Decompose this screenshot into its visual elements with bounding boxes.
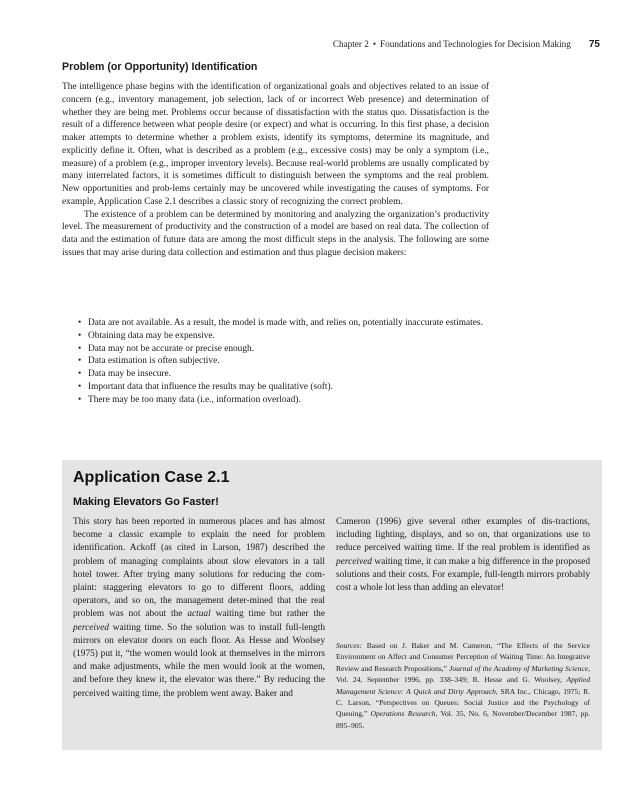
source-text: SRA Inc., Chicago, 1975; R. C. Larson, “Perspectives on Queues: Social Justice and the Psychology of Queuing,” [336,686,590,719]
list-item: • Data are not available. As a result, the model is made with, and relies on, potentially inaccurate estimates. [78,317,489,330]
list-item: • There may be too many data (i.e., information overload). [78,394,489,407]
list-item: • Data may not be accurate or precise enough. [78,343,489,356]
list-item: • Data may be insecure. [78,368,489,381]
chapter-label: Chapter 2 [332,39,369,49]
list-item: • Obtaining data may be expensive. [78,330,489,343]
list-item: • Important data that influence the results may be qualitative (soft). [78,381,489,394]
application-case-box [62,460,602,750]
case-sources [336,640,590,731]
journal-title: Journal of the Academy of Marketing Science, [449,663,590,673]
running-head [333,39,600,50]
list-item: • Data estimation is often subjective. [78,355,489,368]
case-text: This story has been reported in numerous places and has almost become a classic example to explain the need for problem identification. Ackoff (as cited in Larson, 1987) described the problem of managing complaints about slow elevators in a tall hotel tower. After trying many solutions for reducing the com-plaint: staggering elevators to go to different floors, adding operators, and so on, the management deter-mined that the real problem was not about the [73,517,325,620]
chapter-title: Foundations and Technologies for Decision Making [380,39,571,49]
case-text: waiting time. So the solution was to install full-length mirrors on elevator doors on each floor. As Hesse and Woolsey (1975) put it, “the women would look at themselves in the mirrors and make adjustments, while the men would look at the women, and before they knew it, the elevator was there.” By reducing the perceived waiting time, the problem went away. Baker and [73,622,325,699]
page-number: 75 [588,39,600,50]
paragraph-1: The intelligence phase begins with the identification of organizational goals and objectives related to an issue of concern (e.g., inventory management, job selection, lack of or incorrect Web presence) and determination of whether they are being met. Problems occur because of dissatisfaction with the status quo. Dissatisfaction is the result of a difference between what people desire (or expect) and what is occurring. In this first phase, a decision maker attempts to determine whether a problem exists, identify its symptoms, determine its magnitude, and explicitly define it. Often, what is described as a problem (e.g., excessive costs) may be only a symptom (i.e., measure) of a problem (e.g., improper inventory levels). Because real-world problems are usually complicated by many interrelated factors, it is sometimes difficult to distinguish between the symptoms and the real problem. New opportunities and prob-lems certainly may be uncovered while investigating the causes of symptoms. For example, Application Case 2.1 describes a classic story of recognizing the correct problem. [62,82,489,207]
section-heading: Problem (or Opportunity) Identification [62,61,258,73]
application-case-title: Application Case 2.1 [73,469,230,486]
emphasis-actual: actual [187,609,211,620]
case-text: waiting time but rather the [210,609,325,620]
source-text: Based on J. Baker and M. Cameron, “The Effects of the Service Environment on Affect and Consumer Perception of Waiting Time: An Integrative Review and Research Propositions,” [336,641,590,673]
case-text: Cameron (1996) give several other examples of dis-tractions, including lighting, displays, and so on, that organizations use to reduce perceived waiting time. If the real problem is identified as [336,517,590,554]
emphasis-perceived: perceived [336,556,372,567]
header-separator: • [372,39,377,49]
case-right-column [336,516,590,595]
source-text: Vol. 24, September 1996, pp. 338–349; R. Hesse and G. Woolsey, [336,675,567,685]
body-text [62,81,489,260]
case-left-column [73,516,325,701]
application-case-subtitle: Making Elevators Go Faster! [73,496,219,508]
sources-label: Sources: [336,641,363,650]
paragraph-2: The existence of a problem can be determined by monitoring and analyzing the organization’s productivity level. The measurement of productivity and the construction of a model are based on real data. The collection of data and the estimation of future data are among the most difficult steps in the analysis. The following are some issues that may arise during data collection and estimation and thus plague decision makers: [62,209,489,258]
case-text: waiting time, it can make a big difference in the proposed solutions and their costs. For example, full-length mirrors probably cost a whole lot less than adding an elevator! [336,556,590,594]
book-title: Applied Management Science: A Quick and Dirty Approach, [336,675,590,696]
journal-title: Operations Research, [370,709,438,719]
issues-list [78,317,489,406]
emphasis-perceived: perceived [73,622,109,633]
source-text: Vol. 35, No. 6, November/December 1987, pp. 895–905. [336,709,590,730]
